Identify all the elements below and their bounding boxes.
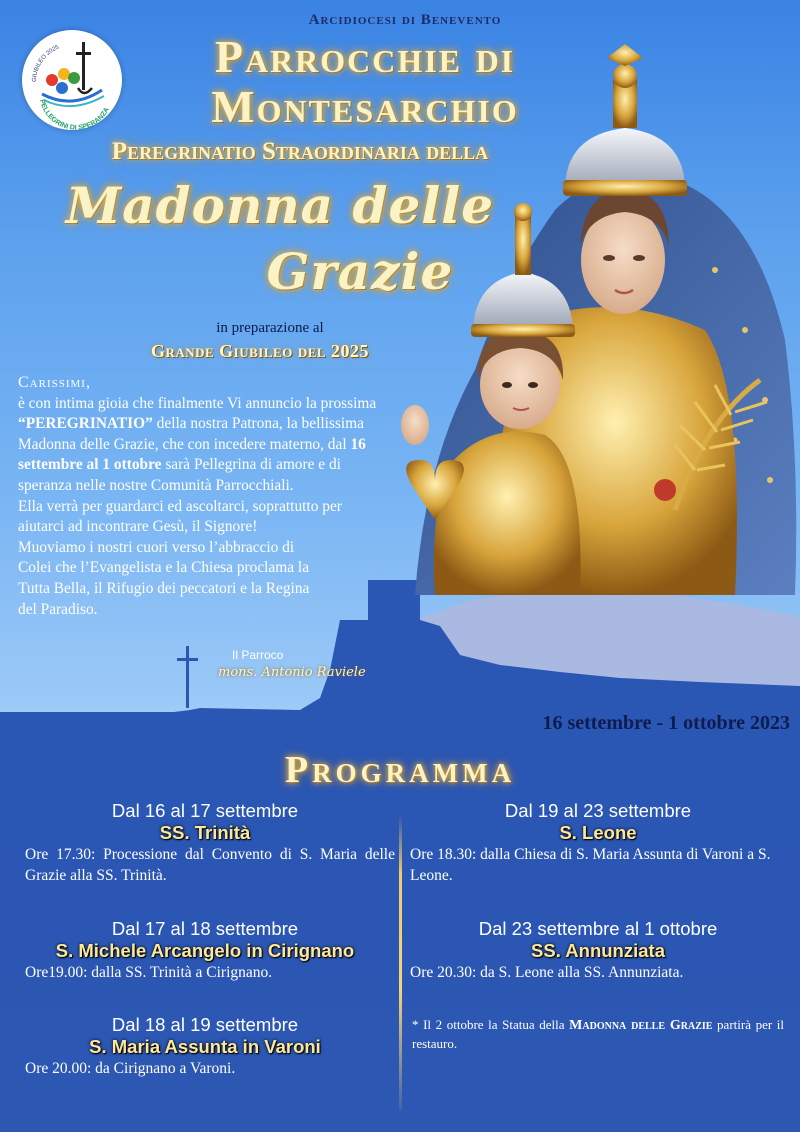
event-place: SS. Trinità bbox=[159, 822, 251, 843]
program-event bbox=[15, 800, 395, 886]
event-description: Ore 17.30: Processione dal Convento di S. Maria delle Grazie alla SS. Trinità. bbox=[25, 846, 395, 884]
script-title-line-2: Grazie bbox=[266, 242, 454, 301]
svg-text:PELLEGRINI DI SPERANZA bbox=[38, 99, 111, 130]
letter-greeting: Carissimi, bbox=[18, 374, 91, 391]
title-line-2: Montesarchio bbox=[211, 81, 519, 132]
event-place: S. Maria Assunta in Varoni bbox=[89, 1036, 321, 1057]
event-description: Ore 18.30: dalla Chiesa di S. Maria Assunta di Varoni a S. Leone. bbox=[410, 846, 771, 884]
note-text-a: * Il 2 ottobre la Statua della bbox=[412, 1017, 570, 1032]
program-event bbox=[15, 918, 395, 983]
event-date: Dal 17 al 18 settembre bbox=[111, 918, 299, 939]
title-line-1: Parrocchie di bbox=[214, 31, 516, 82]
event-place: SS. Annunziata bbox=[531, 940, 665, 961]
logo-year-text: GIUBILEO 2025 bbox=[31, 44, 61, 83]
letter-p1-text-2: della nostra Patrona, la bellissima Madonna delle Grazie, che con incedere materno, dal bbox=[18, 415, 364, 453]
date-range: 16 settembre - 1 ottobre 2023 bbox=[542, 712, 790, 734]
event-date: Dal 18 al 19 settembre bbox=[111, 1014, 299, 1035]
letter-paragraph-2: Ella verrà per guardarci ed ascoltarci, soprattutto per aiutarci ad incontrare Gesù, il Signore! bbox=[18, 497, 342, 536]
event-description: Ore 20.30: da S. Leone alla SS. Annunziata. bbox=[410, 964, 684, 981]
program-event bbox=[408, 918, 788, 983]
preparation-line: in preparazione al bbox=[216, 320, 324, 336]
subtitle: Peregrinatio Straordinaria della bbox=[111, 138, 489, 165]
logo-motto: PELLEGRINI DI SPERANZA bbox=[37, 98, 111, 130]
signature-name: mons. Antonio Raviele bbox=[218, 665, 366, 680]
letter-p1-text: è con intima gioia che finalmente Vi annuncio la prossima bbox=[18, 394, 377, 412]
jubilee-logo bbox=[22, 30, 122, 130]
script-title-line-1: Madonna delle bbox=[65, 176, 495, 235]
event-date: Dal 16 al 17 settembre bbox=[111, 800, 299, 821]
event-date: Dal 19 al 23 settembre bbox=[504, 800, 692, 821]
note-text-c: partirà per il restauro. bbox=[412, 1017, 784, 1051]
letter-p1-text-3: sarà Pellegrina di amore e di speranza nelle nostre Comunità Parrocchiali. bbox=[18, 456, 341, 494]
jubilee-connector: del bbox=[292, 341, 332, 361]
event-description: Ore 20.00: da Cirignano a Varoni. bbox=[25, 1060, 236, 1077]
event-place: S. Michele Arcangelo in Cirignano bbox=[55, 940, 355, 961]
program-title: Programma bbox=[284, 749, 516, 791]
program-event bbox=[408, 800, 788, 886]
cross-horizontal bbox=[177, 658, 198, 661]
event-date: Dal 23 settembre al 1 ottobre bbox=[478, 918, 718, 939]
letter-paragraph-1 bbox=[18, 394, 383, 497]
letter-paragraph-3: Muoviamo i nostri cuori verso l’abbraccio di Colei che l’Evangelista e la Chiesa proclama la Tutta Bella, il Rifugio dei peccatori e la Regina del Paradiso. bbox=[18, 538, 310, 618]
event-place: S. Leone bbox=[559, 822, 637, 843]
program-event bbox=[15, 1014, 395, 1079]
pastor-letter bbox=[18, 373, 383, 620]
letter-dates: 16 settembre al 1 ottobre bbox=[18, 435, 366, 474]
jubilee-line bbox=[40, 341, 480, 362]
signature-label: Il Parroco bbox=[232, 648, 284, 662]
note-statue-name: Madonna delle Grazie bbox=[569, 1018, 713, 1033]
jubilee-year: 2025 bbox=[331, 341, 370, 361]
restoration-note bbox=[412, 1016, 784, 1053]
diocese-name: Arcidiocesi di Benevento bbox=[308, 12, 502, 28]
event-description: Ore19.00: dalla SS. Trinità a Cirignano. bbox=[25, 964, 273, 981]
letter-peregrinatio: “PEREGRINATIO” bbox=[18, 415, 153, 433]
column-divider bbox=[399, 815, 402, 1110]
cross-vertical bbox=[186, 646, 189, 708]
jubilee-name: Grande Giubileo bbox=[150, 341, 293, 361]
